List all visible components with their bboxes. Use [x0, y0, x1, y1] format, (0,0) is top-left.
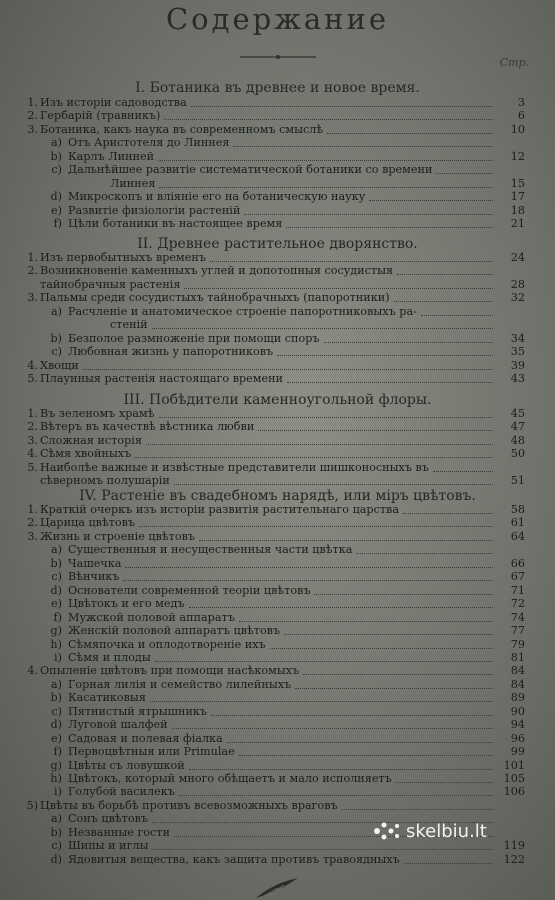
entry-title: Первоцвѣтныя или Primulae	[68, 745, 235, 759]
page-column-label: Стр.	[499, 56, 529, 69]
entry-page-number: 47	[510, 420, 525, 434]
dot-leader	[152, 848, 493, 850]
dot-leader	[184, 287, 493, 289]
watermark-text: skelbiu.lt	[406, 820, 487, 842]
toc-entry[interactable]	[0, 332, 555, 345]
dot-leader	[244, 213, 493, 215]
toc-entry[interactable]	[0, 543, 555, 556]
entry-number: e)	[51, 731, 62, 745]
entry-title: стеній	[110, 318, 148, 332]
entry-number: b)	[50, 556, 62, 570]
entry-page-number: 43	[510, 372, 525, 386]
entry-number: 2.	[27, 264, 38, 278]
entry-title: Ядовитыя вещества, какъ защита противъ травоядныхъ	[68, 852, 400, 866]
toc-entry[interactable]	[0, 718, 555, 731]
entry-title: Вѣнчикъ	[68, 570, 120, 584]
entry-page-number: 32	[510, 291, 525, 305]
entry-number: d)	[50, 583, 62, 597]
toc-entry[interactable]	[0, 691, 555, 704]
entry-page-number: 101	[503, 758, 525, 772]
toc-entry[interactable]	[0, 305, 555, 318]
dot-leader	[295, 687, 493, 689]
dot-leader	[324, 341, 493, 343]
entry-page-number: 106	[503, 785, 525, 799]
toc-entry[interactable]	[0, 204, 555, 217]
toc-entry[interactable]	[0, 123, 555, 136]
entry-number: 3.	[27, 291, 38, 305]
entry-title: Въ зеленомъ храмѣ	[40, 407, 155, 420]
toc-entry[interactable]	[0, 853, 555, 866]
entry-title: Сонъ цвѣтовъ	[68, 812, 149, 826]
toc-entry[interactable]	[0, 745, 555, 758]
entry-title: Развитіе физіологіи растеній	[68, 203, 241, 217]
dot-leader	[233, 145, 493, 147]
entry-page-number: 89	[510, 691, 525, 705]
toc-entry[interactable]	[0, 785, 555, 798]
entry-number: 3.	[27, 529, 38, 543]
toc-entry[interactable]	[0, 732, 555, 745]
entry-title: Женскій половой аппаратъ цвѣтовъ	[68, 624, 281, 638]
entry-page-number: 6	[517, 109, 525, 123]
entry-title: Шипы и иглы	[68, 839, 149, 853]
entry-title: Жизнь и строеніе цвѣтовъ	[40, 529, 196, 543]
entry-page-number: 50	[510, 447, 525, 461]
dot-leader	[394, 300, 493, 302]
toc-entry[interactable]	[0, 372, 555, 385]
dot-leader	[191, 105, 493, 107]
dot-leader	[210, 260, 493, 262]
dot-leader	[179, 794, 493, 796]
entry-number: c)	[51, 570, 62, 584]
entry-page-number: 122	[503, 852, 525, 866]
entry-title: Сѣмя и плоды	[68, 650, 151, 664]
entry-page-number: 48	[510, 433, 525, 447]
section-heading: IV. Растеніе въ свадебномъ нарядѣ, или міръ цвѣтовъ.	[79, 488, 476, 504]
entry-page-number: 90	[510, 704, 525, 718]
entry-title: Ботаника, какъ наука въ современномъ смыслѣ	[40, 122, 324, 136]
dot-leader	[270, 647, 493, 649]
toc-entry[interactable]	[0, 407, 555, 420]
dot-leader	[239, 754, 493, 756]
dot-leader	[164, 118, 493, 120]
entry-page-number: 77	[510, 624, 525, 638]
entry-number: 3.	[27, 433, 38, 447]
entry-title: Цвѣты въ борьбѣ противъ всевозможныхъ враговъ	[40, 798, 338, 812]
toc-entry[interactable]	[0, 278, 555, 291]
toc-entry[interactable]	[0, 447, 555, 460]
dot-leader	[433, 470, 493, 472]
toc-entry[interactable]	[0, 136, 555, 149]
dot-leader	[172, 727, 493, 729]
dot-leader	[139, 525, 493, 527]
entry-number: 5.	[27, 372, 38, 386]
entry-page-number: 28	[510, 277, 525, 291]
entry-page-number: 61	[510, 516, 525, 530]
dot-leader	[189, 606, 493, 608]
toc-entry[interactable]	[0, 584, 555, 597]
entry-title: Дальнѣйшее развитіе систематической ботаники со времени	[68, 163, 433, 177]
dot-leader	[199, 539, 493, 541]
entry-title: Опыленіе цвѣтовъ при помощи насѣкомыхъ	[40, 664, 300, 678]
entry-page-number: 94	[510, 718, 525, 732]
entry-title: Линнея	[110, 176, 156, 190]
toc-entry[interactable]	[0, 96, 555, 109]
entry-number: a)	[50, 812, 62, 826]
entry-title: Любовная жизнь у папоротниковъ	[68, 345, 274, 359]
page-title: Содержание	[165, 2, 390, 36]
entry-title: Изъ исторіи садоводства	[40, 96, 187, 109]
toc-entry[interactable]	[0, 759, 555, 772]
entry-title: Изъ первобытныхъ временъ	[40, 251, 206, 264]
entry-page-number: 34	[510, 331, 525, 345]
entry-title: Голубой василекъ	[68, 785, 175, 799]
toc-entry[interactable]	[0, 638, 555, 651]
toc-entry[interactable]	[0, 190, 555, 203]
entry-number: f)	[53, 745, 62, 759]
dot-leader	[421, 314, 493, 316]
entry-title: Краткій очеркъ изъ исторіи развитія растительнаго царства	[40, 503, 400, 516]
entry-page-number: 81	[510, 650, 525, 664]
entry-title: Отъ Аристотеля до Линнея	[68, 136, 230, 150]
entry-page-number: 84	[510, 664, 525, 678]
entry-title: Карлъ Линней	[68, 149, 155, 163]
toc-entry[interactable]	[0, 557, 555, 570]
entry-page-number: 119	[503, 839, 525, 853]
toc-entry[interactable]	[0, 434, 555, 447]
entry-number: d)	[50, 190, 62, 204]
entry-title: Существенныя и несущественныя части цвѣтка	[68, 543, 353, 557]
entry-title: Незванные гости	[68, 825, 170, 839]
toc-entry[interactable]	[0, 570, 555, 583]
entry-page-number: 67	[510, 570, 525, 584]
entry-title: Сѣмя хвойныхъ	[40, 447, 132, 461]
toc-entry[interactable]	[0, 597, 555, 610]
entry-number: 4.	[27, 447, 38, 461]
entry-number: 3.	[27, 122, 38, 136]
entry-title: Царица цвѣтовъ	[40, 516, 136, 530]
entry-page-number: 96	[510, 731, 525, 745]
entry-page-number: 3	[517, 96, 525, 109]
dot-leader	[239, 620, 493, 622]
entry-page-number: 99	[510, 745, 525, 759]
toc-entry[interactable]	[0, 291, 555, 304]
entry-page-number: 12	[510, 149, 525, 163]
dot-leader	[125, 566, 493, 568]
entry-number: 2.	[27, 109, 38, 123]
toc-entry[interactable]	[0, 516, 555, 529]
title-ornament-icon	[238, 52, 318, 62]
entry-page-number: 79	[510, 637, 525, 651]
dot-leader	[277, 354, 493, 356]
entry-number: c)	[51, 163, 62, 177]
entry-title: Цвѣтокъ, который много обѣщаетъ и мало исполняетъ	[68, 772, 392, 785]
entry-number: 1.	[27, 96, 38, 109]
toc-entry[interactable]	[0, 664, 555, 677]
feather-ornament-icon	[226, 876, 326, 900]
toc-entry[interactable]	[0, 474, 555, 487]
dot-leader	[123, 579, 493, 581]
toc-entry[interactable]	[0, 624, 555, 637]
entry-number: 4.	[27, 358, 38, 372]
dot-leader	[189, 768, 493, 770]
dot-leader	[146, 443, 493, 445]
entry-page-number: 10	[510, 122, 525, 136]
toc-entry[interactable]	[0, 530, 555, 543]
entry-title: Основатели современной теоріи цвѣтовъ	[68, 583, 311, 597]
entry-page-number: 35	[510, 345, 525, 359]
entry-title: сѣверномъ полушаріи	[40, 474, 170, 488]
entry-page-number: 105	[503, 772, 525, 785]
entry-number: 1.	[27, 407, 38, 420]
entry-title: Наиболѣе важные и извѣстные представители шишконосныхъ въ	[40, 460, 429, 474]
entry-page-number: 72	[510, 597, 525, 611]
entry-title: Хвощи	[40, 358, 79, 372]
toc-entry[interactable]	[0, 345, 555, 358]
toc-entry[interactable]	[0, 109, 555, 122]
entry-number: i)	[54, 650, 62, 664]
entry-title: Микроскопъ и вліяніе его на ботаническую науку	[68, 190, 366, 204]
dot-leader	[397, 273, 493, 275]
entry-title: Возникновеніе каменныхъ углей и допотопныя сосудистыя	[40, 264, 394, 278]
toc-entry[interactable]	[0, 217, 555, 230]
toc-entry[interactable]	[0, 799, 555, 812]
entry-title: тайнобрачныя растенія	[40, 277, 181, 291]
toc-entry[interactable]	[0, 420, 555, 433]
entry-number: b)	[50, 691, 62, 705]
dot-leader	[284, 633, 493, 635]
section-heading: I. Ботаника въ древнее и новое время.	[135, 80, 420, 96]
dot-leader	[403, 512, 493, 514]
entry-number: 1.	[27, 503, 38, 516]
entry-page-number: 18	[510, 203, 525, 217]
dot-leader	[404, 862, 493, 864]
dot-leader	[258, 429, 493, 431]
entry-page-number: 15	[510, 176, 525, 190]
entry-title: Луговой шалфей	[68, 718, 168, 732]
entry-page-number: 58	[510, 503, 525, 516]
entry-title: Пальмы среди сосудистыхъ тайнобрачныхъ (папоротники)	[40, 291, 390, 305]
toc-entry[interactable]	[0, 611, 555, 624]
dot-leader	[83, 368, 493, 370]
entry-number: b)	[50, 149, 62, 163]
dot-leader	[174, 483, 493, 485]
entry-number: f)	[53, 610, 62, 624]
entry-title: Цѣли ботаники въ настоящее время	[68, 217, 283, 231]
dot-leader	[436, 172, 493, 174]
entry-page-number: 51	[510, 474, 525, 488]
dot-leader	[159, 416, 493, 418]
entry-number: a)	[50, 304, 62, 318]
entry-number: e)	[51, 203, 62, 217]
toc-entry[interactable]	[0, 359, 555, 372]
toc-entry[interactable]	[0, 503, 555, 516]
toc-entry[interactable]	[0, 461, 555, 474]
entry-number: a)	[50, 677, 62, 691]
entry-title: Сѣмяпочка и оплодотвореніе ихъ	[68, 637, 266, 651]
entry-title: Цвѣты съ ловушкой	[68, 758, 185, 772]
toc-entry[interactable]	[0, 251, 555, 264]
entry-page-number: 39	[510, 358, 525, 372]
entry-title: Горная лилія и семейство лилейныхъ	[68, 677, 292, 691]
entry-title: Цвѣтокъ и его медъ	[68, 597, 185, 611]
entry-number: e)	[51, 597, 62, 611]
entry-title: Пятнистый ятрышникъ	[68, 704, 208, 718]
entry-number: 5)	[26, 798, 38, 812]
entry-title: Чашечка	[68, 556, 122, 570]
entry-page-number: 17	[510, 190, 525, 204]
entry-page-number: 71	[510, 583, 525, 597]
dot-leader	[227, 741, 493, 743]
entry-title: Гербарій (травникъ)	[40, 109, 161, 123]
entry-title: Плаунныя растенія настоящаго времени	[40, 372, 284, 386]
entry-number: d)	[50, 718, 62, 732]
entry-title: Сложная исторія	[40, 433, 142, 447]
entry-number: d)	[50, 852, 62, 866]
entry-page-number: 66	[510, 556, 525, 570]
dot-leader	[135, 456, 493, 458]
dot-leader	[342, 808, 493, 810]
entry-number: a)	[50, 543, 62, 557]
entry-number: 1.	[27, 251, 38, 264]
entry-number: h)	[50, 772, 62, 785]
entry-title: Безполое размноженіе при помощи споръ	[68, 331, 320, 345]
watermark	[372, 818, 542, 844]
toc-entry[interactable]	[0, 264, 555, 277]
entry-number: c)	[51, 704, 62, 718]
entry-title: Садовая и полевая фіалка	[68, 731, 223, 745]
toc-entry[interactable]	[0, 705, 555, 718]
dot-leader	[286, 226, 493, 228]
entry-number: f)	[53, 217, 62, 231]
dot-leader	[158, 159, 493, 161]
dot-leader	[159, 186, 493, 188]
dot-leader	[287, 381, 493, 383]
entry-number: 5.	[27, 460, 38, 474]
entry-page-number: 21	[510, 217, 525, 231]
dot-leader	[327, 132, 493, 134]
toc-entry[interactable]	[0, 678, 555, 691]
entry-number: g)	[50, 624, 62, 638]
entry-number: c)	[51, 839, 62, 853]
entry-number: a)	[50, 136, 62, 150]
entry-number: i)	[54, 785, 62, 799]
dot-leader	[303, 673, 493, 675]
entry-page-number: 24	[510, 251, 525, 264]
entry-number: h)	[50, 637, 62, 651]
dot-leader	[369, 199, 493, 201]
entry-number: 2.	[27, 516, 38, 530]
toc-entry[interactable]	[0, 318, 555, 331]
entry-page-number: 74	[510, 610, 525, 624]
entry-number: b)	[50, 825, 62, 839]
section-heading: III. Побѣдители каменноугольной флоры.	[123, 392, 432, 408]
entry-number: 2.	[27, 420, 38, 434]
entry-page-number: 84	[510, 677, 525, 691]
toc-entry[interactable]	[0, 177, 555, 190]
entry-number: b)	[50, 331, 62, 345]
toc-entry[interactable]	[0, 150, 555, 163]
dot-leader	[150, 700, 493, 702]
dot-leader	[396, 781, 493, 783]
dot-leader	[155, 660, 493, 662]
entry-title: Касатиковыя	[68, 691, 146, 705]
entry-page-number: 64	[510, 529, 525, 543]
entry-number: g)	[50, 758, 62, 772]
watermark-logo-icon	[372, 821, 402, 841]
dot-leader	[356, 552, 493, 554]
entry-page-number: 45	[510, 407, 525, 420]
section-heading: II. Древнее растительное дворянство.	[137, 236, 418, 252]
entry-title: Расчленіе и анатомическое строеніе папоротниковыхъ ра-	[68, 304, 417, 318]
dot-leader	[211, 714, 493, 716]
entry-number: c)	[51, 345, 62, 359]
dot-leader	[314, 593, 493, 595]
entry-number: 4.	[27, 664, 38, 678]
dot-leader	[152, 327, 493, 329]
toc-entry[interactable]	[0, 163, 555, 176]
toc-entry[interactable]	[0, 772, 555, 785]
entry-title: Мужской половой аппаратъ	[68, 610, 235, 624]
entry-title: Вѣтеръ въ качествѣ вѣстника любви	[40, 420, 255, 434]
toc-entry[interactable]	[0, 651, 555, 664]
